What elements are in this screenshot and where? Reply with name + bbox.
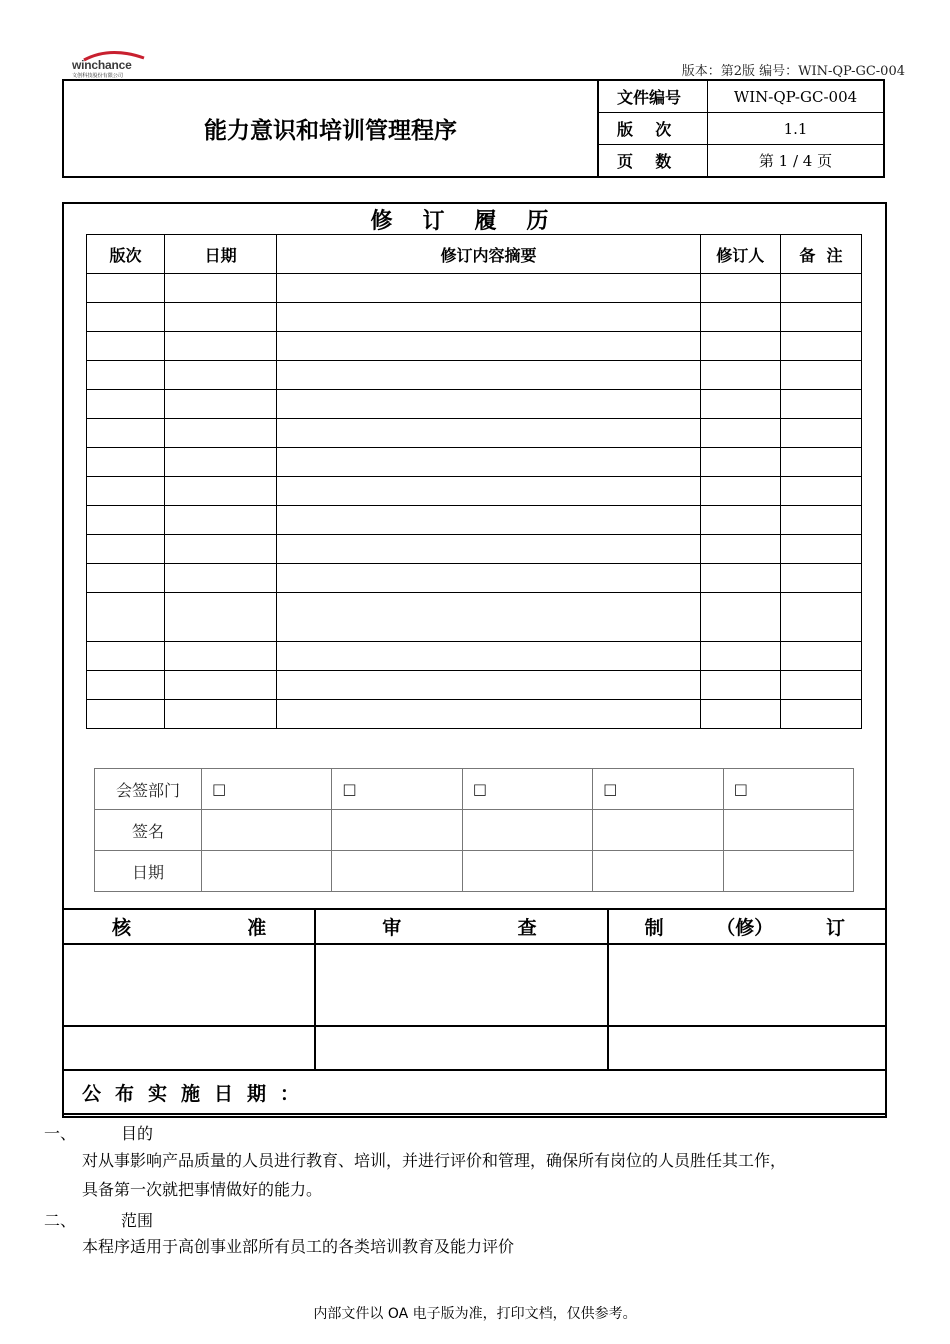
- dept-checkbox[interactable]: □: [202, 769, 332, 810]
- page-count-label: 页 数: [598, 145, 708, 178]
- table-cell[interactable]: [700, 332, 780, 361]
- document-title: 能力意识和培训管理程序: [63, 80, 598, 177]
- doc-number-label: 文件编号: [598, 80, 708, 113]
- table-cell[interactable]: [700, 477, 780, 506]
- table-cell[interactable]: [165, 419, 277, 448]
- table-cell[interactable]: [165, 593, 277, 642]
- draft-header: [608, 909, 886, 944]
- col-reviser: 修订人: [700, 235, 780, 274]
- signature-cell[interactable]: [332, 810, 462, 851]
- approve-sign-cell[interactable]: [63, 944, 315, 1026]
- table-cell[interactable]: [87, 419, 165, 448]
- table-cell[interactable]: [165, 332, 277, 361]
- table-cell[interactable]: [700, 593, 780, 642]
- draft-char: 制: [644, 917, 664, 939]
- draft-char: 订: [825, 917, 845, 939]
- table-cell[interactable]: [165, 303, 277, 332]
- approve-date-cell[interactable]: [63, 1026, 315, 1070]
- table-row: [87, 332, 862, 361]
- sign-date-cell[interactable]: [462, 851, 592, 892]
- review-date-cell[interactable]: [315, 1026, 607, 1070]
- table-cell[interactable]: [700, 274, 780, 303]
- table-cell[interactable]: [165, 506, 277, 535]
- table-cell[interactable]: [277, 448, 701, 477]
- dept-checkbox[interactable]: □: [593, 769, 723, 810]
- table-cell[interactable]: [780, 535, 861, 564]
- publish-date-row[interactable]: 公布实施日期：: [63, 1070, 886, 1114]
- countersign-dept-label: 会签部门: [95, 769, 202, 810]
- section-body-line: 具备第一次就把事情做好的能力。: [82, 1180, 323, 1199]
- version-line: 版本：第2版 编号：WIN-QP-GC-004: [681, 64, 905, 79]
- draft-char: （修）: [716, 917, 774, 939]
- doc-number-value: WIN-QP-GC-004: [708, 80, 885, 113]
- sign-date-cell[interactable]: [332, 851, 462, 892]
- table-cell[interactable]: [780, 671, 861, 700]
- table-cell[interactable]: [700, 700, 780, 729]
- footer-note: 内部文件以 OA 电子版为准，打印文档，仅供参考。: [313, 1306, 637, 1322]
- table-cell[interactable]: [780, 477, 861, 506]
- section-title: 范围: [121, 1211, 154, 1230]
- table-cell[interactable]: [780, 593, 861, 642]
- table-cell[interactable]: [87, 332, 165, 361]
- table-row: [87, 303, 862, 332]
- table-cell[interactable]: [87, 303, 165, 332]
- table-cell[interactable]: [780, 361, 861, 390]
- col-summary: 修订内容摘要: [277, 235, 701, 274]
- dept-checkbox[interactable]: □: [723, 769, 853, 810]
- table-cell[interactable]: [780, 642, 861, 671]
- draft-sign-cell[interactable]: [608, 944, 886, 1026]
- table-cell[interactable]: [780, 332, 861, 361]
- table-row: [87, 419, 862, 448]
- revision-history-title: 修订履历: [370, 209, 579, 234]
- table-row: [87, 390, 862, 419]
- dept-checkbox[interactable]: □: [462, 769, 592, 810]
- table-cell[interactable]: [277, 671, 701, 700]
- sign-date-label: 日期: [95, 851, 202, 892]
- table-cell[interactable]: [87, 361, 165, 390]
- table-cell[interactable]: [780, 448, 861, 477]
- logo-subtext: 文创科技股份有限公司: [72, 72, 124, 79]
- table-row: [87, 642, 862, 671]
- section-body-line: 对从事影响产品质量的人员进行教育、培训，并进行评价和管理，确保所有岗位的人员胜任其工作，: [82, 1151, 787, 1170]
- table-cell[interactable]: [780, 419, 861, 448]
- signature-label: 签名: [95, 810, 202, 851]
- table-cell[interactable]: [165, 361, 277, 390]
- approve-char: 核: [112, 917, 132, 939]
- table-header-row: [87, 235, 862, 274]
- table-cell[interactable]: [277, 642, 701, 671]
- col-edition: 版次: [87, 235, 165, 274]
- signature-cell[interactable]: [593, 810, 723, 851]
- sign-date-cell[interactable]: [723, 851, 853, 892]
- table-cell[interactable]: [780, 274, 861, 303]
- sign-date-cell[interactable]: [593, 851, 723, 892]
- revision-history-table: [86, 234, 862, 729]
- table-cell[interactable]: [165, 274, 277, 303]
- table-cell[interactable]: [165, 477, 277, 506]
- table-cell[interactable]: [87, 671, 165, 700]
- table-cell[interactable]: [87, 448, 165, 477]
- version-label: 版 次: [598, 113, 708, 145]
- table-cell[interactable]: [277, 700, 701, 729]
- table-cell[interactable]: [700, 671, 780, 700]
- table-row: [87, 671, 862, 700]
- review-char: 审: [382, 917, 402, 939]
- table-row: [87, 564, 862, 593]
- table-cell[interactable]: [780, 303, 861, 332]
- table-cell[interactable]: [277, 390, 701, 419]
- table-cell[interactable]: [165, 564, 277, 593]
- signature-cell[interactable]: [462, 810, 592, 851]
- section-body-line: 本程序适用于高创事业部所有员工的各类培训教育及能力评价: [82, 1237, 515, 1256]
- table-cell[interactable]: [780, 506, 861, 535]
- table-cell[interactable]: [87, 593, 165, 642]
- logo-wordmark: winchance: [72, 58, 132, 72]
- table-cell[interactable]: [277, 332, 701, 361]
- review-sign-cell[interactable]: [315, 944, 607, 1026]
- review-char: 查: [517, 917, 537, 939]
- table-cell[interactable]: [165, 642, 277, 671]
- signature-cell[interactable]: [723, 810, 853, 851]
- approval-table: [62, 908, 887, 1115]
- draft-date-cell[interactable]: [608, 1026, 886, 1070]
- table-row: [87, 506, 862, 535]
- table-cell[interactable]: [87, 274, 165, 303]
- table-cell[interactable]: [700, 303, 780, 332]
- table-cell[interactable]: [87, 390, 165, 419]
- table-cell[interactable]: [165, 700, 277, 729]
- table-cell[interactable]: [700, 419, 780, 448]
- table-cell[interactable]: [700, 448, 780, 477]
- dept-checkbox[interactable]: □: [332, 769, 462, 810]
- table-cell[interactable]: [700, 361, 780, 390]
- table-row: [87, 700, 862, 729]
- table-row: [87, 274, 862, 303]
- table-cell[interactable]: [277, 361, 701, 390]
- table-cell[interactable]: [87, 477, 165, 506]
- table-cell[interactable]: [780, 564, 861, 593]
- company-logo: [70, 48, 150, 78]
- table-row: [87, 535, 862, 564]
- table-cell[interactable]: [165, 390, 277, 419]
- table-cell[interactable]: [87, 535, 165, 564]
- review-header: [315, 909, 607, 944]
- table-row: [87, 361, 862, 390]
- table-cell[interactable]: [277, 593, 701, 642]
- table-cell[interactable]: [700, 535, 780, 564]
- table-row: [87, 448, 862, 477]
- table-cell[interactable]: [700, 506, 780, 535]
- table-cell[interactable]: [700, 564, 780, 593]
- table-cell[interactable]: [277, 506, 701, 535]
- signature-cell[interactable]: [202, 810, 332, 851]
- table-cell[interactable]: [780, 700, 861, 729]
- table-cell[interactable]: [277, 303, 701, 332]
- approve-header: [63, 909, 315, 944]
- table-cell[interactable]: [87, 642, 165, 671]
- table-cell[interactable]: [165, 671, 277, 700]
- table-cell[interactable]: [87, 564, 165, 593]
- table-cell[interactable]: [87, 700, 165, 729]
- page-count-value: 第 1 / 4 页: [708, 145, 885, 178]
- approve-char: 准: [247, 917, 267, 939]
- countersign-table: [94, 768, 854, 892]
- table-row: [87, 477, 862, 506]
- version-value: 1.1: [708, 113, 885, 145]
- table-cell[interactable]: [277, 274, 701, 303]
- table-cell[interactable]: [780, 390, 861, 419]
- col-date: 日期: [165, 235, 277, 274]
- section-number: 二、: [44, 1211, 77, 1230]
- table-cell[interactable]: [700, 390, 780, 419]
- table-cell[interactable]: [165, 535, 277, 564]
- col-remarks: 备 注: [780, 235, 861, 274]
- document-header: [62, 79, 885, 178]
- table-row: [87, 593, 862, 642]
- section-title: 目的: [121, 1124, 154, 1143]
- table-cell[interactable]: [277, 564, 701, 593]
- section-number: 一、: [44, 1124, 77, 1143]
- table-cell[interactable]: [277, 419, 701, 448]
- table-cell[interactable]: [277, 477, 701, 506]
- table-cell[interactable]: [165, 448, 277, 477]
- table-cell[interactable]: [277, 535, 701, 564]
- table-cell[interactable]: [87, 506, 165, 535]
- table-cell[interactable]: [700, 642, 780, 671]
- sign-date-cell[interactable]: [202, 851, 332, 892]
